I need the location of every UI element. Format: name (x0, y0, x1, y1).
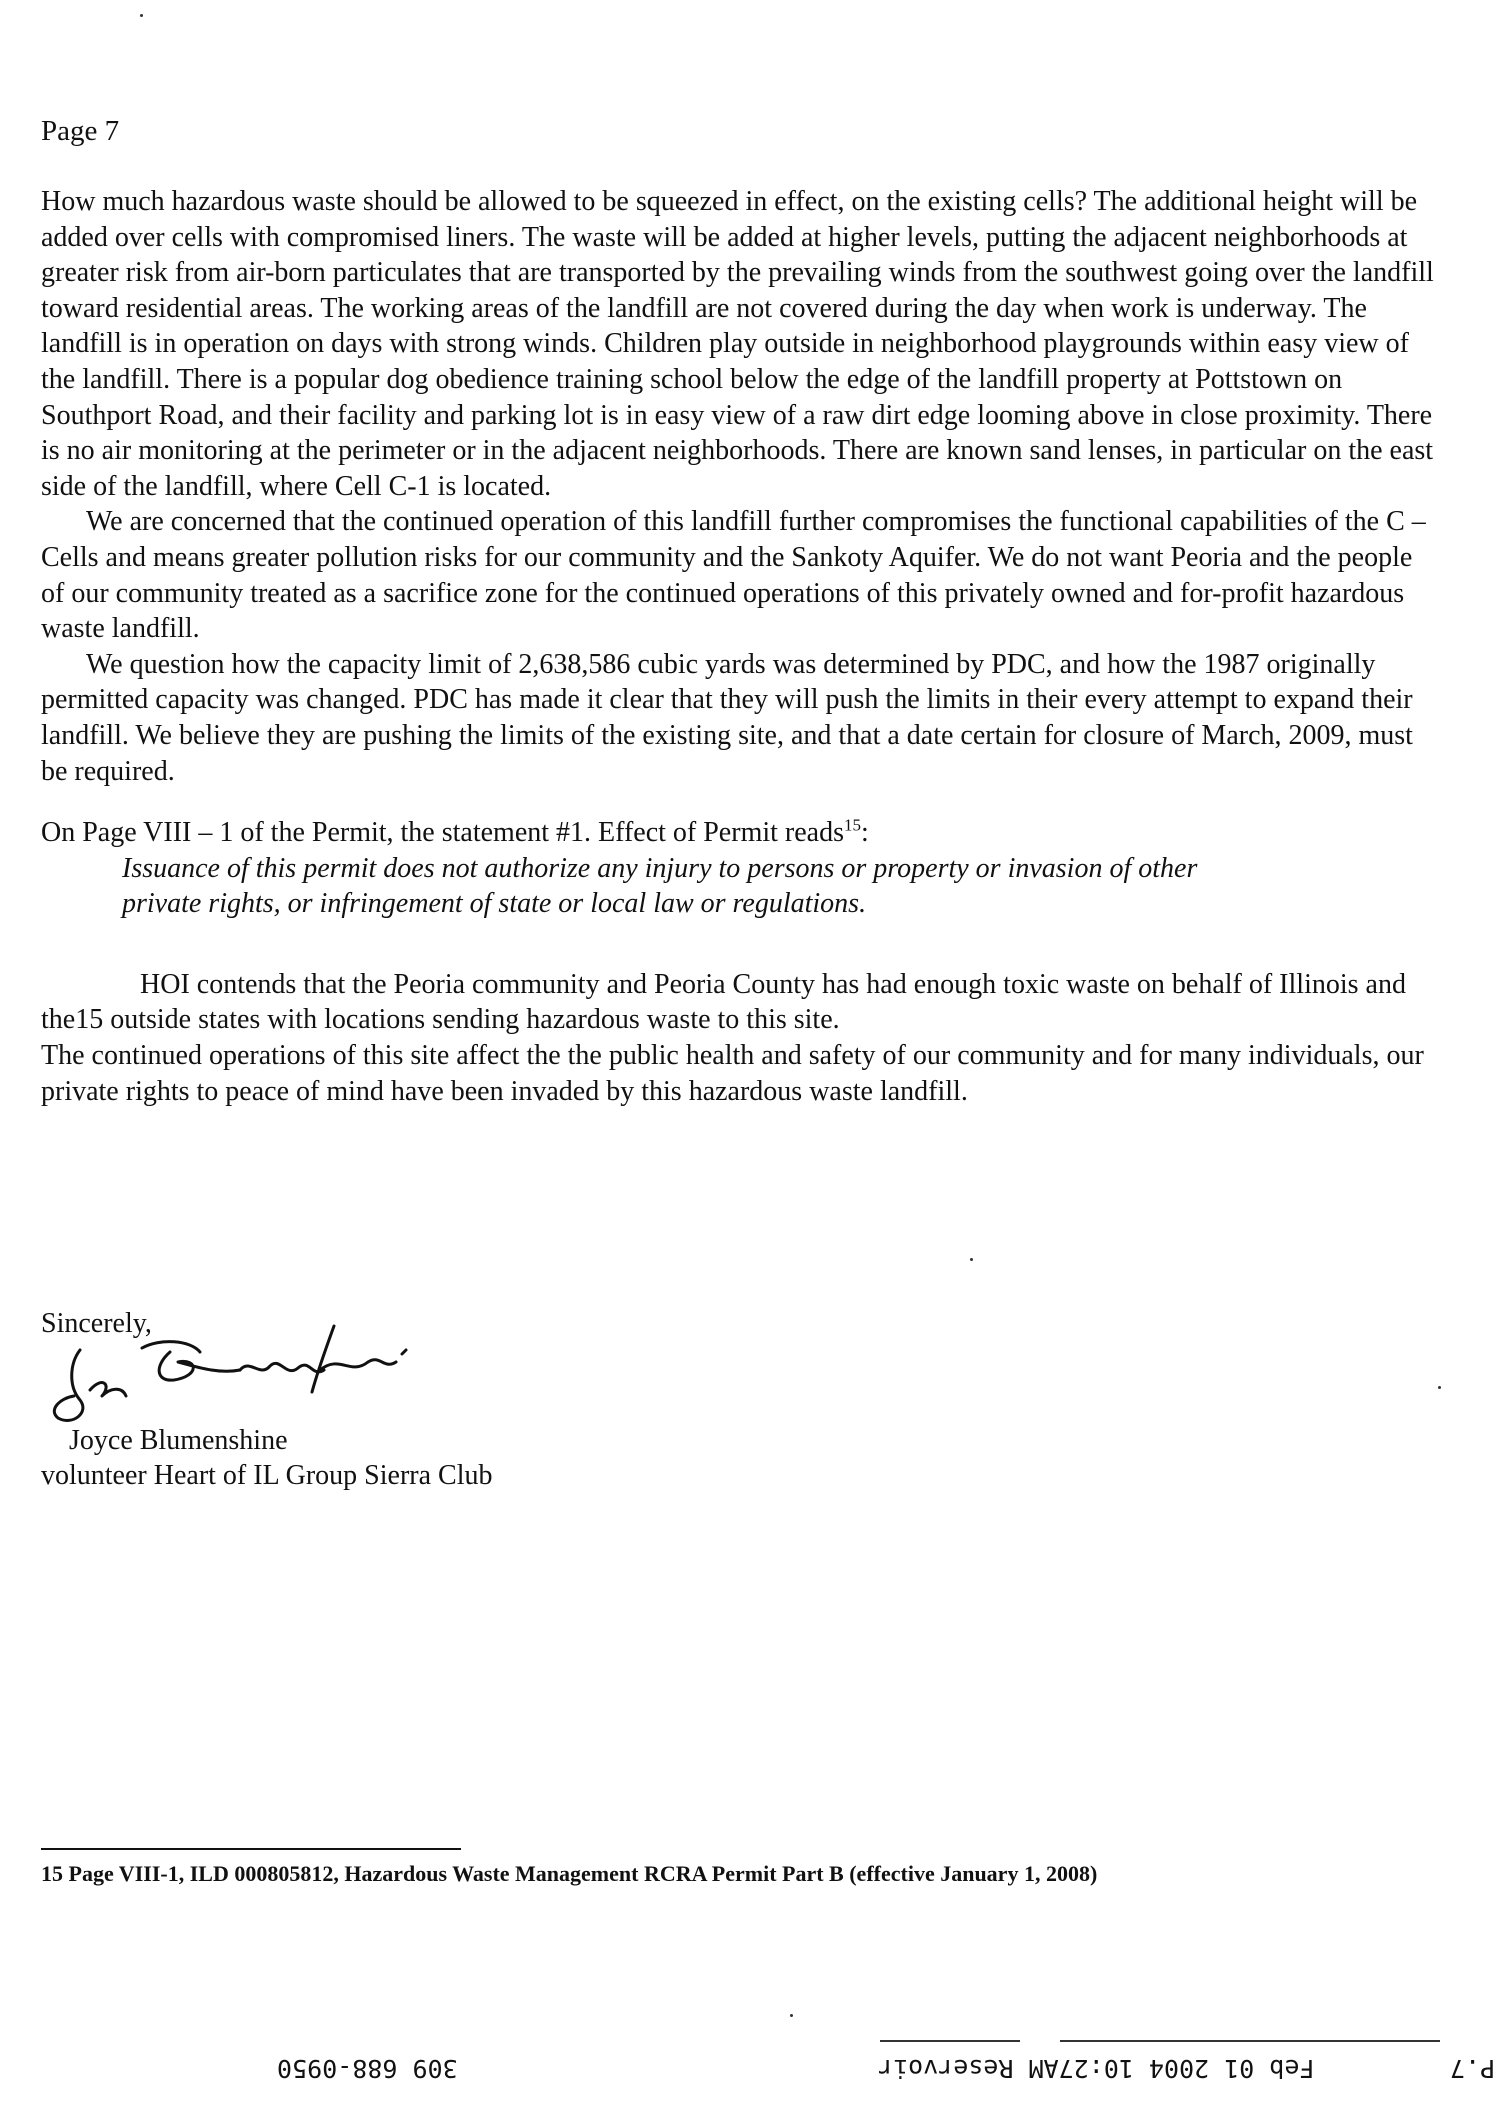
fax-timestamp: Feb 01 2004 10:27AM Reservoir (878, 2054, 1315, 2083)
paragraph-capacity: We question how the capacity limit of 2,638,586 cubic yards was determined by PDC, and how the 1987 originally permitted capacity was changed. PDC has made it clear that they will push the limits in their every attempt to expand their landfill. We believe they are pushing the limits of the existing site, and that a date certain for closure of March, 2009, must be required. (41, 648, 1413, 787)
paragraph-public-health: The continued operations of this site affect the the public health and safety of our community and for many individuals, our private rights to peace of mind have been invaded by this hazardous waste landfill. (41, 1040, 1424, 1107)
signer-name: Joyce Blumenshine (69, 1425, 288, 1456)
page-label: Page 7 (41, 115, 120, 147)
fax-page-number: P.7 (1450, 2054, 1496, 2083)
closing: Sincerely, (41, 1308, 152, 1339)
scan-speck (1438, 1386, 1441, 1389)
fax-rule-left (880, 2040, 1020, 2042)
signature-image (50, 1318, 430, 1428)
fax-phone-number: 309 688-0950 (277, 2054, 458, 2083)
footnote-ref: 15 (843, 815, 861, 835)
signer-affiliation: volunteer Heart of IL Group Sierra Club (41, 1460, 493, 1491)
scan-speck (140, 14, 143, 17)
paragraph-hoi-contends: HOI contends that the Peoria community and Peoria County has had enough toxic waste on behalf of Illinois and the15 outside states with locations sending hazardous waste to this site. (41, 968, 1406, 1036)
paragraph-concern: We are concerned that the continued operation of this landfill further compromises the functional capabilities of the C – Cells and means greater pollution risks for our community and the Sankoty Aquifer. We do not want Peoria and the people of our community treated as a sacrifice zone for the continued operations of this privately owned and for-profit hazardous waste landfill. (41, 506, 1426, 645)
scan-speck (790, 2014, 793, 2017)
permit-intro-colon: : (860, 817, 869, 849)
permit-intro (41, 815, 1441, 851)
scan-speck (970, 1258, 973, 1261)
permit-intro-text: On Page VIII – 1 of the Permit, the statement #1. Effect of Permit reads (41, 817, 844, 849)
footnote: 15 Page VIII-1, ILD 000805812, Hazardous Waste Management RCRA Permit Part B (effective January 1, 2008) (41, 1861, 1098, 1886)
paragraph-landfill-risks: How much hazardous waste should be allowed to be squeezed in effect, on the existing cells? The additional height will be added over cells with compromised liners. The waste will be added at higher levels, putting the adjacent neighborhoods at greater risk from air-born particulates that are transported by the prevailing winds from the southwest going over the landfill toward residential areas. The working areas of the landfill are not covered during the day when work is underway. The landfill is in operation on days with strong winds. Children play outside in neighborhood playgrounds within easy view of the landfill. There is a popular dog obedience training school below the edge of the landfill property at Pottstown on Southport Road, and their facility and parking lot is in easy view of a raw dirt edge looming above in close proximity. There is no air monitoring at the perimeter or in the adjacent neighborhoods. There are known sand lenses, in particular on the east side of the landfill, where Cell C-1 is located. (41, 186, 1434, 502)
fax-header-strip (0, 2054, 1504, 2094)
permit-quote: Issuance of this permit does not authorize any injury to persons or property or invasion of other private rights, or infringement of state or local law or regulations. (122, 852, 1198, 920)
fax-rule-right (1060, 2040, 1440, 2042)
footnote-divider (41, 1848, 461, 1850)
letter-body (41, 184, 1441, 1109)
